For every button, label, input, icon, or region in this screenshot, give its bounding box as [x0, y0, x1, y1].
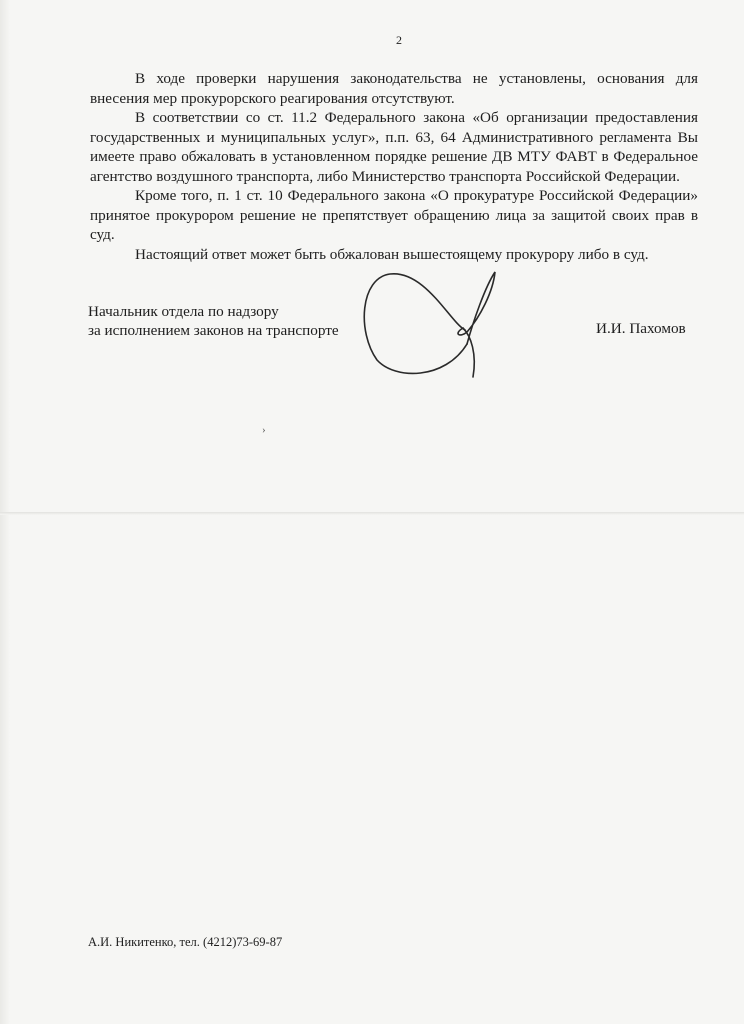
signature-stroke	[458, 272, 495, 377]
signature-loop	[364, 274, 467, 374]
paragraph-appeal-right: В соответствии со ст. 11.2 Федерального закона «Об организации предоставления государственных и муниципальных услуг», п.п. 63, 64 Административного регламента Вы имеете право обжаловать в установленном порядке решение ДВ МТУ ФАВТ в Федеральное агентство воздушного транспорта, либо Министерство транспорта Российской Федерации.	[90, 109, 698, 185]
paragraph-inspection-result: В ходе проверки нарушения законодательства не установлены, основания для внесения мер прокурорского реагирования отсутствуют.	[90, 70, 698, 107]
signer-title-line-2: за исполнением законов на транспорте	[88, 322, 339, 339]
paper-fold-line	[0, 512, 744, 515]
signer-title-line-1: Начальник отдела по надзору	[88, 303, 279, 320]
margin-mark: ›	[262, 424, 266, 436]
executor-contact: А.И. Никитенко, тел. (4212)73-69-87	[88, 935, 283, 949]
letter-body	[90, 69, 698, 264]
signer-title	[88, 302, 388, 340]
handwritten-signature	[355, 262, 505, 382]
page-number: 2	[396, 33, 402, 47]
signer-name: И.И. Пахомов	[596, 320, 686, 337]
paragraph-court-right: Кроме того, п. 1 ст. 10 Федерального закона «О прокуратуре Российской Федерации» принятое прокурором решение не препятствует обращению лица за защитой своих прав в суд.	[90, 187, 698, 243]
paragraph-answer-appeal: Настоящий ответ может быть обжалован вышестоящему прокурору либо в суд.	[135, 245, 649, 263]
